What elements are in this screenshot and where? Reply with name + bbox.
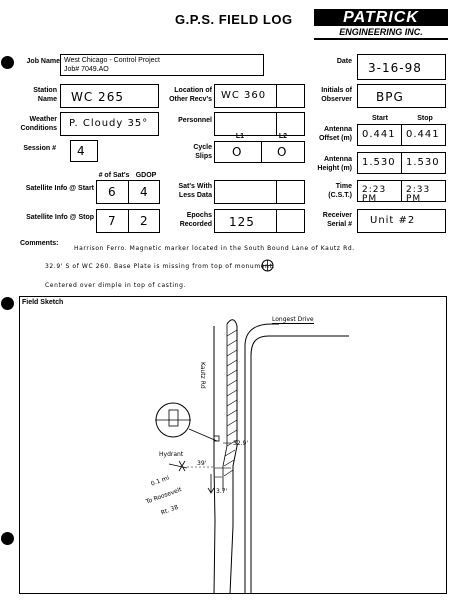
cycle-slips-l2-value: O: [277, 145, 288, 159]
epochs-field-2[interactable]: [276, 209, 305, 233]
comment-line-3: Centered over dimple in top of casting.: [45, 282, 186, 289]
field-sketch-label: Field Sketch: [22, 299, 64, 306]
job-number-value: Job# 7049.AO: [64, 66, 109, 73]
sat-stop-label: Satellite Info @ Stop: [26, 214, 94, 221]
cycle-slips-label: Cycle Slips: [193, 144, 212, 160]
sat-start-gdop-field[interactable]: [128, 180, 160, 204]
hydrant-distance-label: 39': [197, 460, 207, 467]
epochs-label: Epochs Recorded: [179, 212, 212, 228]
sats-less-data-field-2[interactable]: [276, 180, 305, 204]
note-line-2: To Roosevelt: [145, 486, 183, 506]
antenna-height-start-field[interactable]: [357, 152, 402, 174]
observer-value: BPG: [376, 90, 404, 104]
antenna-offset-label: Antenna Offset (m): [318, 126, 352, 142]
gdop-header: GDOP: [135, 172, 157, 179]
job-name-field[interactable]: [60, 54, 264, 76]
comment-line-2: 32.9' S of WC 260. Base Plate is missing from top of monument.: [45, 263, 275, 270]
epochs-value: 125: [229, 215, 255, 229]
date-label: Date: [336, 58, 352, 65]
comments-label: Comments:: [20, 240, 59, 247]
weather-field[interactable]: [60, 112, 159, 136]
cycle-slips-l2-field[interactable]: [261, 141, 305, 163]
personnel-label: Personnel: [178, 117, 212, 124]
sat-start-sats-field[interactable]: [96, 180, 129, 204]
cycle-slips-l1-value: O: [232, 145, 243, 159]
other-recvs-value: WC 360: [221, 90, 267, 101]
antenna-offset-stop-value: 0.441: [406, 129, 440, 140]
sat-start-sats-value: 6: [108, 185, 117, 199]
l2-header: L2: [278, 133, 288, 140]
weather-label: Weather Conditions: [20, 116, 57, 132]
base-plate-symbol: [261, 259, 274, 272]
station-name-value: WC 265: [71, 90, 124, 104]
sat-start-gdop-value: 4: [140, 185, 149, 199]
drive-edge-inner: [245, 324, 279, 594]
l1-header: L1: [235, 133, 245, 140]
drive-name-label: Longest Drive: [272, 316, 314, 323]
session-field[interactable]: [70, 140, 98, 162]
epochs-field[interactable]: [214, 209, 277, 233]
session-label: Session #: [23, 145, 56, 152]
antenna-height-start-value: 1.530: [362, 157, 396, 168]
cycle-slips-l1-field[interactable]: [214, 141, 262, 163]
antenna-height-stop-field[interactable]: [401, 152, 446, 174]
receiver-value: Unit #2: [370, 215, 416, 226]
station-name-field[interactable]: [60, 84, 159, 108]
sat-stop-sats-value: 7: [108, 214, 117, 228]
median-edge: [223, 324, 227, 491]
sat-stop-sats-field[interactable]: [96, 209, 129, 233]
other-recvs-field-2[interactable]: [276, 84, 305, 108]
date-field[interactable]: [357, 54, 446, 80]
monument-marker: [155, 403, 217, 441]
sat-stop-gdop-value: 2: [140, 214, 149, 228]
punch-hole-bottom: [1, 532, 14, 545]
antenna-offset-stop-field[interactable]: [401, 124, 446, 146]
punch-hole-top: [1, 56, 14, 69]
antenna-height-stop-value: 1.530: [406, 157, 440, 168]
distance-label-1: 32.9': [233, 440, 249, 447]
observer-label: Initials of Observer: [321, 87, 352, 103]
receiver-label: Receiver Serial #: [322, 212, 352, 228]
receiver-field[interactable]: [357, 209, 446, 233]
page-title: G.P.S. FIELD LOG: [175, 12, 293, 27]
antenna-offset-start-field[interactable]: [357, 124, 402, 146]
date-value: 3-16-98: [368, 61, 422, 75]
hydrant-symbol: [169, 461, 215, 471]
time-stop-field[interactable]: [401, 180, 446, 202]
antenna-height-label: Antenna Height (m): [317, 156, 352, 172]
drive-edge-outer: [251, 336, 349, 594]
sats-header: # of Sat's: [98, 172, 130, 179]
session-value: 4: [77, 144, 86, 158]
hydrant-label: Hydrant: [159, 451, 184, 458]
sat-start-label: Satellite Info @ Start: [25, 185, 94, 192]
note-line-3: Rt. 38: [160, 503, 180, 517]
other-recvs-field[interactable]: [214, 84, 277, 108]
other-recvs-label: Location of Other Recv's: [169, 87, 212, 103]
road-name-label: Kautz Rd: [199, 362, 206, 389]
station-name-label: Station Name: [33, 87, 57, 103]
company-logo: PATRICK ENGINEERING INC.: [314, 9, 448, 39]
weather-value: P. Cloudy 35°: [69, 118, 149, 129]
comment-line-1: Harrison Ferro. Magnetic marker located in the South Bound Lane of Kautz Rd.: [74, 245, 355, 252]
time-stop-value: 2:33 PM: [406, 185, 431, 204]
punch-hole-middle: [1, 297, 14, 310]
distance-label-2: 3.7': [216, 488, 228, 495]
sat-stop-gdop-field[interactable]: [128, 209, 160, 233]
time-start-value: 2:23 PM: [362, 185, 387, 204]
observer-field[interactable]: [357, 84, 446, 108]
sats-less-data-label: Sat's With Less Data: [178, 183, 212, 199]
time-label: Time (C.S.T.): [328, 183, 352, 199]
job-name-label: Job Name: [26, 58, 60, 65]
sats-less-data-field[interactable]: [214, 180, 277, 204]
stop-header: Stop: [417, 115, 433, 122]
job-name-value: West Chicago - Control Project: [64, 57, 160, 64]
note-line-1: 0.1 mi: [150, 474, 171, 488]
road-left-edge: [214, 326, 215, 594]
start-header: Start: [372, 115, 388, 122]
antenna-offset-start-value: 0.441: [362, 129, 396, 140]
time-start-field[interactable]: [357, 180, 402, 202]
